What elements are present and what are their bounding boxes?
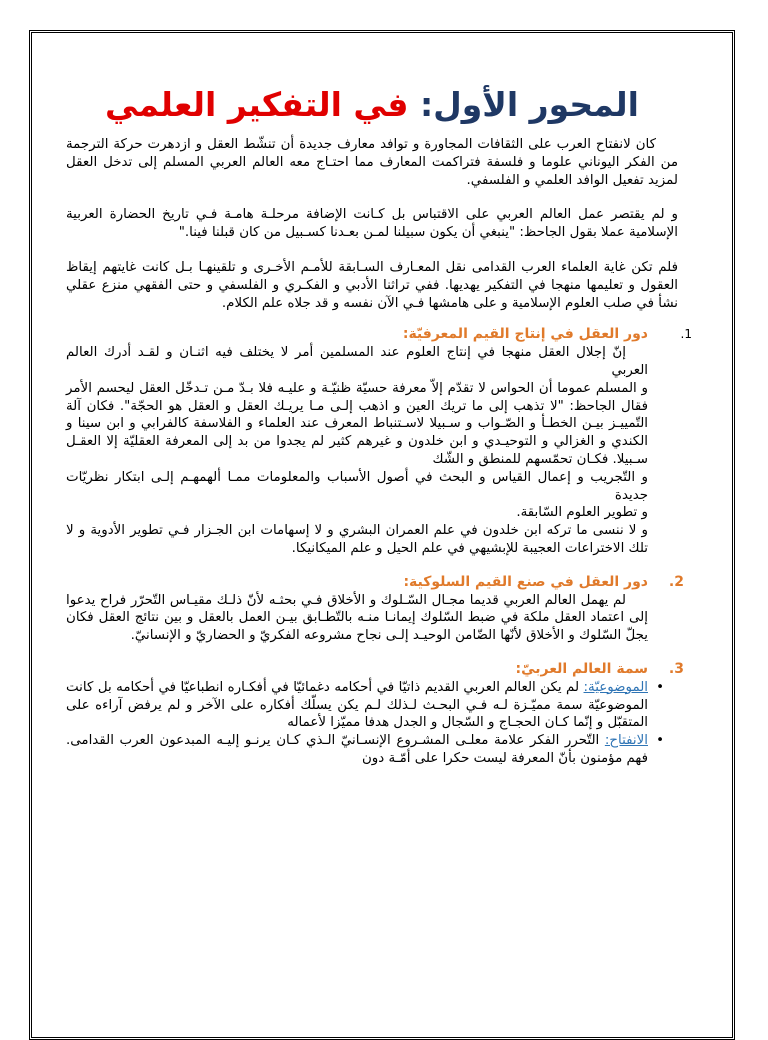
list-item bbox=[66, 679, 678, 732]
section-title: دور العقل في إنتاج القيم المعرفيّة: bbox=[402, 326, 648, 343]
bullet-term: الموضوعيّة: bbox=[583, 679, 648, 695]
section-title: سمة العالم العربيّ: bbox=[515, 660, 648, 677]
section-number: 3. bbox=[668, 660, 684, 677]
section-heading bbox=[66, 573, 684, 592]
section-paragraph: و التّجريب و إعمال القياس و البحث في أصول الأسباب والمعلومات ممـا ألهمهـم إلـى ابتكار نظريّات جديدة bbox=[66, 469, 648, 503]
section-paragraph: و تطوير العلوم السّابقة. bbox=[516, 505, 648, 521]
bullet-text: التّحرر الفكر علامة معلـى المشـروع الإنسـانيّ الـذي كـان يرنـو إليـه المبدعون العرب القدامى. فهم مؤمنون بأنّ المعرفة ليست حكرا على أمّـة دون bbox=[66, 733, 648, 766]
bullet-icon: • bbox=[656, 733, 664, 749]
section-paragraph: لم يهمل العالم العربي قديما مجـال السّـلوك و الأخلاق فـي بحثـه لأنّ ذلـك مقيـاس التّحرّر فراح يدعوا إلى اعتماد العقل ملكة في ضبط السّلوك إيمانـا منـه بالتّطـابق بيـن العمل بالعقل و بين نتائج العقل فكان يجلّ السّلوك و الأخلاق لأنّها الضّامن الوحيـد إلـى نجاح مشروعه الفكريّ و الحضاريّ و الإنسانيّ. bbox=[66, 592, 648, 644]
section-body bbox=[66, 344, 678, 558]
title-part-1: المحور الأول: bbox=[419, 85, 639, 124]
section-paragraph: إنّ إجلال العقل منهجا في إنتاج العلوم عند المسلمين أمر لا يختلف فيه اثنـان و لقـد أدرك العالم العربي bbox=[66, 345, 648, 378]
intro-paragraph: و لم يقتصر عمل العالم العربي على الاقتباس بل كـانت الإضافة مرحلـة هامـة فـي تاريخ الحضارة العربية الإسلامية عملا بقول الجاحظ: "ينبغي أن يكون سبيلنا لمـن بعـدنا كسـبيل من كان قبلنا فينا." bbox=[66, 207, 678, 241]
section-title: دور العقل في صنع القيم السلوكية: bbox=[403, 573, 648, 590]
section-number: 2. bbox=[668, 573, 684, 590]
intro-paragraph: فلم تكن غاية العلماء العرب القدامى نقل المعـارف السـابقة للأمـم الأخـرى و تلقينهـا بـل كانت غايتهم إيقاظ العقول و تعليمها منهجا في التفكير يهديها. ففي تراثنا الأدبي و الفكـري و الفلسفي و حتى الفقهي منزع عقلي نشأ في صلب العلوم الإسلامية و على هامشها فـي الآن نفسه و قد جلاه علم الكلام. bbox=[66, 259, 678, 311]
title-part-2: في التفكير العلمي bbox=[105, 85, 409, 124]
bullet-icon: • bbox=[656, 679, 664, 695]
bullet-term: الانفتاح: bbox=[604, 733, 648, 749]
section-heading bbox=[66, 326, 692, 344]
page-title bbox=[66, 84, 678, 126]
document-body bbox=[66, 84, 692, 768]
section-number: 1. bbox=[680, 327, 692, 342]
section-paragraph: و المسلم عموما أن الحواس لا تقدّم إلاّ معرفة حسيّة ظنيّـة و عليـه فلا بـدّ مـن تـدخّل العقل ليحسم الأمر فقال الجاحظ: "لا تذهب إلى ما تريك العين و اذهب إلـى مـا يريـك العقل و العقل هو الحجّة". فكان آلة التّمييـز بيـن الخطـأ و الصّـواب و سـبيلا لاسـتنباط المعرف عند العلماء و الفلاسفة كالفرابي و ابن سينا و الكندي و الغزالي و التوحيـدي و ابن خلدون و غيرهم كثير لم يجدوا من بد إلى المعرفة العقليّة إلا العقـل سـبيلا. فكـان تحمّسهم للمنطق و الشّك bbox=[66, 380, 648, 467]
intro-paragraph: كان لانفتاح العرب على الثقافات المجاورة و توافد معارف جديدة أن تنشّط العقل و ازدهرت حركة الترجمة من الفكر اليوناني علوما و فلسفة فتراكمت المعارف مما احتـاج معه العالم العربي المسلم إلى تدخل العقل لمزيد تفعيل الوافد العلمي و الفلسفي. bbox=[66, 137, 678, 188]
list-item bbox=[66, 732, 678, 768]
section-heading bbox=[66, 660, 684, 679]
section-body bbox=[66, 592, 678, 645]
bullet-text: لم يكن العالم العربي القديم ذاتيّا في أحكامه دغمائيّا في أفكـاره انطباعيّا في أحكامه بل كانت الموضوعيّة سمة مميّـزة لـه فـي البحـث لـذلك لـم يكن يسلّك أفكاره على الآخر و لم يرفض آراءه على المتقبّل و إنّما كـان الحجـاج و السّجال و الجدل هدفا مميّزا لأعماله bbox=[66, 679, 648, 731]
section-paragraph: و لا ننسى ما تركه ابن خلدون في علم العمران البشري و لا إسهامات ابن الجـزار فـي تطوير الأدوية و لا تلك الاختراعات العجيبة للإبشيهي في علم الحيل و علم الميكانيكا. bbox=[66, 523, 648, 556]
